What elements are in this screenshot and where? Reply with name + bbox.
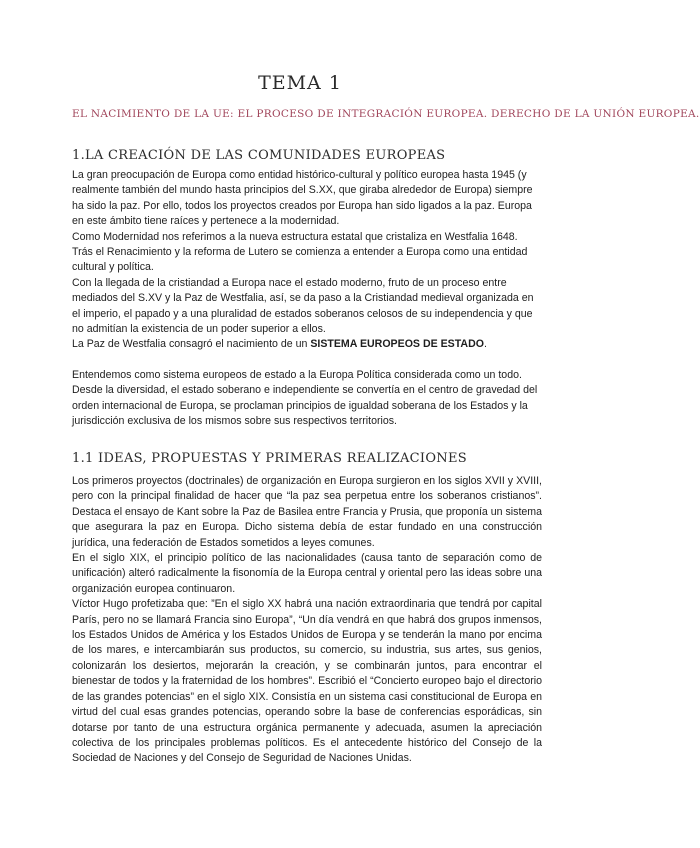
paragraph: Como Modernidad nos referimos a la nueva estructura estatal que cristaliza en Westfalia 1648. bbox=[72, 230, 518, 243]
section-heading-2: 1.1 IDEAS, PROPUESTAS Y PRIMERAS REALIZACIONES bbox=[72, 451, 467, 466]
paragraph: Trás el Renacimiento y la reforma de Lutero se comienza a entender a Europa como una entidad cultural y política. bbox=[72, 246, 528, 274]
page-title: TEMA 1 bbox=[258, 72, 342, 94]
page-subtitle: EL NACIMIENTO DE LA UE: EL PROCESO DE INTEGRACIÓN EUROPEA. DERECHO DE LA UNIÓN EUROPEA. bbox=[72, 108, 700, 120]
section-2-body bbox=[72, 474, 542, 767]
section-1-body bbox=[72, 168, 542, 430]
section-heading-1: 1.LA CREACIÓN DE LAS COMUNIDADES EUROPEAS bbox=[72, 148, 446, 163]
text-run: . bbox=[483, 338, 487, 351]
bold-term: SISTEMA EUROPEOS DE ESTADO bbox=[310, 338, 484, 351]
paragraph bbox=[72, 337, 542, 352]
paragraph: En el siglo XIX, el principio político de las nacionalidades (causa tanto de separación como de unificación) alteró radicalmente la fisonomía de la Europa central y oriental pero las ideas sobre una organización europea continuaron. bbox=[72, 552, 542, 595]
paragraph: La gran preocupación de Europa como entidad histórico-cultural y político europea hasta 1945 (y realmente también del mundo hasta principios del S.XX, que giraba alrededor de Europa) siempre ha sido la paz. Por ello, todos los proyectos creados por Europa han sido ligados a la paz. Europa en este ámbito tiene raíces y pertenece a la modernidad. bbox=[72, 169, 533, 228]
paragraph: Con la llegada de la cristiandad a Europa nace el estado moderno, fruto de un proceso entre mediados del S.XV y la Paz de Westfalia, así, se da paso a la Cristiandad medieval organizada en el imperio, el papado y a una pluralidad de estados soberanos celosos de su independencia y que no admitían la existencia de un poder superior a ellos. bbox=[72, 276, 534, 336]
paragraph: Víctor Hugo profetizaba que: ”En el siglo XX habrá una nación extraordinaria que tendrá por capital París, pero no se llamará Francia sino Europa”, “Un día vendrá en que habrá dos grupos inmensos, los Estados Unidos de América y los Estados Unidos de Europa y se tenderán la mano por encima de los mares, e intercambiarán sus productos, su comercio, su industria, sus artes, sus genios, colonizarán los desiertos, mejorarán la creación, y se combinarán juntos, para encontrar el bienestar de todos y la fraternidad de los hombres”. Escribió el “Concierto europeo bajo el directorio de las grandes potencias” en el siglo XIX. Consistía en un sistema casi constitucional de Europa en virtud del cual esas grandes potencias, operando sobre la base de conferencias esporádicas, sin dotarse por tanto de una estructura orgánica permanente y adecuada, asumen la apreciación colectiva de los principales problemas políticos. Es el antecedente histórico del Consejo de la Sociedad de Naciones y del Consejo de Seguridad de Naciones Unidas. bbox=[72, 598, 542, 765]
paragraph: Los primeros proyectos (doctrinales) de organización en Europa surgieron en los siglos XVII y XVIII, pero con la principal finalidad de hacer que “la paz sea perpetua entre los soberanos cristianos”. Destaca el ensayo de Kant sobre la Paz de Basilea entre Francia y Prusia, que proponía un sistema que asegurara la paz en Europa. Dicho sistema debía de estar fundado en una construcción jurídica, una federación de Estados sometidos a leyes comunes. bbox=[72, 475, 542, 549]
paragraph: Entendemos como sistema europeos de estado a la Europa Política considerada como un todo. Desde la diversidad, el estado soberano e independiente se convertía en el centro de gravedad del orden internacional de Europa, se proclaman principios de igualdad soberana de los Estados y la jurisdicción exclusiva de los mismos sobre sus respectivos territorios. bbox=[72, 368, 538, 428]
text-run: La Paz de Westfalia consagró el nacimiento de un bbox=[72, 338, 311, 351]
